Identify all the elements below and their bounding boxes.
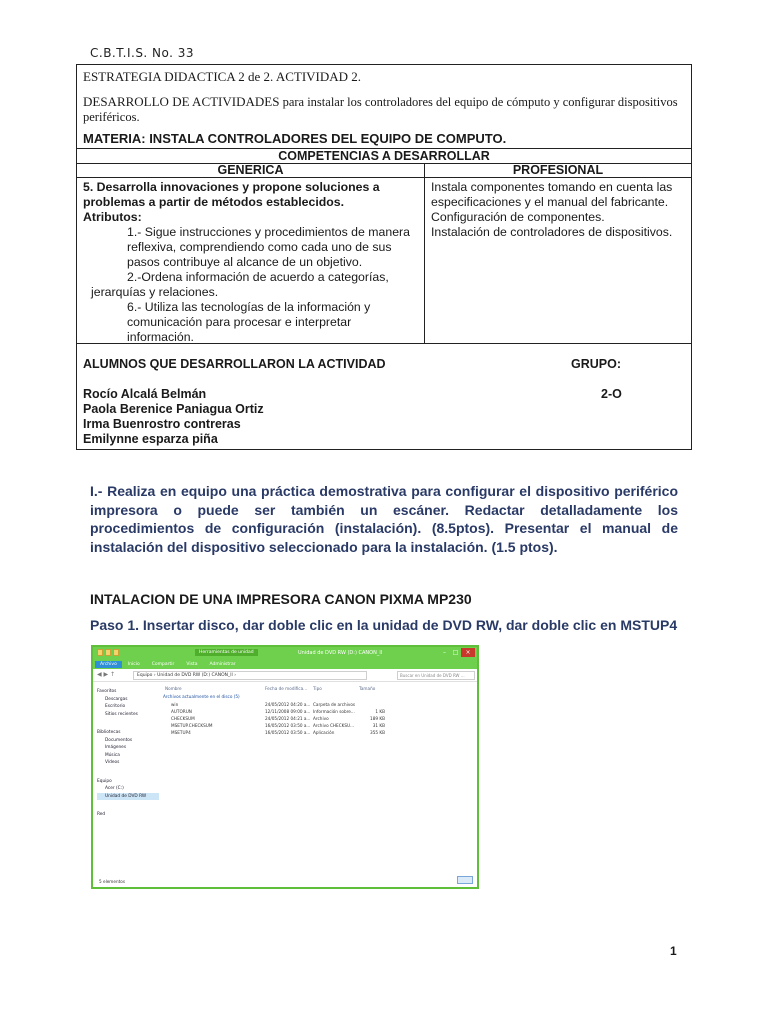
explorer-screenshot: [91, 645, 479, 889]
column-header: Fecha de modifica...: [265, 686, 308, 691]
file-type: Información sobre...: [313, 709, 355, 714]
status-bar: 5 elementos: [99, 879, 126, 884]
file-list-header: [163, 684, 473, 693]
column-header: Tipo: [313, 686, 322, 691]
nav-item: Escritorio: [105, 704, 126, 709]
file-name: MSETUP.CHECKSUM: [171, 723, 213, 728]
file-row: [163, 722, 473, 729]
explorer-body: [93, 682, 477, 878]
atributo-item: 2.-Ordena información de acuerdo a categorías, jerarquías y relaciones.: [91, 270, 389, 299]
profesional-item: Configuración de componentes.: [431, 210, 605, 224]
profesional-item: Instala componentes tomando en cuenta las especificaciones y el manual del fabricante.: [431, 180, 673, 209]
folder-icon: [97, 649, 103, 656]
file-date: 24/05/2012 04:20 a...: [265, 702, 311, 707]
development-rest: para instalar los controladores del equipo de cómputo y configurar dispositivos periféricos.: [83, 95, 678, 124]
column-header: Tamaño: [359, 686, 376, 691]
navigation-pane: [93, 682, 159, 872]
file-name: win: [171, 702, 179, 707]
school-header: C.B.T.I.S. No. 33: [90, 46, 195, 60]
nav-bibliotecas: Bibliotecas: [97, 730, 121, 735]
student-name: Emilynne esparza piña: [83, 432, 218, 446]
generica-title: 5. Desarrolla innovaciones y propone soluciones a problemas a partir de métodos establecidos.: [83, 180, 380, 209]
nav-arrows-icon: ◀ ▶ ↑: [97, 671, 116, 678]
ribbon-tabs: [93, 659, 477, 669]
profesional-header: PROFESIONAL: [425, 164, 691, 178]
file-size: 31 KB: [372, 723, 385, 728]
minimize-icon: –: [443, 649, 446, 656]
file-date: 12/11/2008 09:00 a...: [265, 709, 311, 714]
column-header: Nombre: [165, 686, 182, 691]
new-folder-icon: [113, 649, 119, 656]
atributo-item: 6.- Utiliza las tecnologías de la información y comunicación para procesar e interpretar información.: [127, 300, 371, 344]
nav-item: Descargas: [105, 696, 128, 702]
profesional-item: Instalación de controladores de dispositivos.: [431, 225, 673, 239]
students-list: [83, 387, 264, 447]
view-toggle-icon: [457, 876, 473, 884]
nav-equipo: Equipo: [97, 778, 112, 784]
address-bar: Equipo › Unidad de DVD RW (D:) CANON_ll ›: [133, 671, 367, 680]
close-icon: ×: [461, 648, 475, 657]
file-name: AUTORUN: [171, 709, 192, 714]
file-date: 16/05/2012 03:50 a...: [265, 730, 311, 735]
nav-red: Red: [97, 812, 106, 817]
window-controls: [439, 648, 475, 657]
ribbon-tab-inicio: Inicio: [127, 661, 140, 667]
nav-item: Imágenes: [105, 745, 127, 750]
materia-title: MATERIA: INSTALA CONTROLADORES DEL EQUIPO DE COMPUTO.: [83, 131, 507, 146]
grupo-value: 2-O: [601, 387, 622, 401]
grupo-label: GRUPO:: [571, 357, 621, 371]
strategy-title: ESTRATEGIA DIDACTICA 2 de 2. ACTIVIDAD 2.: [83, 69, 362, 84]
strategy-row: [77, 65, 691, 149]
maximize-icon: □: [452, 649, 459, 656]
development-text: [83, 94, 685, 125]
quick-access-toolbar: [97, 649, 119, 656]
search-box: Buscar en Unidad de DVD RW ...: [397, 671, 475, 680]
file-row: [163, 729, 473, 736]
generica-header: GENERICA: [77, 164, 425, 178]
page-number: 1: [670, 944, 677, 958]
file-type: Carpeta de archivos: [313, 702, 356, 707]
file-type: Archivo CHECKSU...: [313, 723, 355, 728]
file-group-header: Archivos actualmente en el disco (5): [163, 694, 240, 699]
atributo-item: 1.- Sigue instrucciones y procedimientos de manera reflexiva, comprendiendo como cada uno de sus pasos contribuye al alcance de un objetivo.: [127, 225, 410, 269]
activity-table: [76, 64, 692, 450]
student-name: Irma Buenrostro contreras: [83, 417, 241, 431]
file-date: 24/05/2012 04:21 a...: [265, 716, 311, 721]
nav-item: Vídeos: [105, 760, 120, 765]
file-type: Archivo: [313, 716, 329, 721]
nav-item: Música: [105, 752, 120, 758]
ribbon-tab-administrar: Administrar: [209, 661, 236, 667]
drive-tools-tab: Herramientas de unidad: [195, 649, 258, 656]
ribbon-tab-vista: Vista: [186, 661, 198, 667]
address-bar-row: [93, 669, 477, 682]
nav-item: Documentos: [105, 737, 133, 743]
ribbon-tab-archivo: Archivo: [95, 661, 122, 668]
file-size: [359, 701, 385, 708]
file-size: 355 KB: [370, 730, 385, 735]
file-row: [163, 715, 473, 722]
file-size: 189 KB: [370, 716, 385, 721]
student-name: Paola Berenice Paniagua Ortiz: [83, 402, 264, 416]
section-title: INTALACION DE UNA IMPRESORA CANON PIXMA MP230: [90, 591, 472, 607]
file-name: MSETUP4: [171, 730, 191, 735]
alumnos-label: ALUMNOS QUE DESARROLLARON LA ACTIVIDAD: [83, 357, 386, 371]
file-list: [163, 684, 473, 736]
properties-icon: [105, 649, 111, 656]
nav-item: Sitios recientes: [105, 711, 138, 717]
competencias-header: COMPETENCIAS A DESARROLLAR: [77, 149, 691, 164]
ribbon-tab-compartir: Compartir: [151, 661, 175, 667]
step-1-text: Paso 1. Insertar disco, dar doble clic en la unidad de DVD RW, dar doble clic en MSTUP4: [90, 617, 678, 633]
nav-favoritos: Favoritos: [97, 689, 117, 694]
atributos-label: Atributos:: [83, 210, 142, 224]
generica-cell: [77, 178, 425, 344]
nav-item: Acer (C:): [105, 786, 124, 791]
file-size: 1 KB: [375, 709, 385, 714]
file-type: Aplicación: [313, 730, 335, 735]
nav-item-selected: Unidad de DVD RW: [97, 793, 159, 801]
file-date: 16/05/2012 03:50 a...: [265, 723, 311, 728]
development-lead: DESARROLLO DE ACTIVIDADES: [83, 94, 280, 109]
student-name: Rocío Alcalá Belmán: [83, 387, 207, 401]
profesional-cell: [425, 178, 691, 344]
file-name: CHECKSUM: [171, 716, 195, 721]
file-row: [163, 708, 473, 715]
window-titlebar: [93, 647, 477, 659]
file-row: [163, 701, 473, 708]
window-title: Unidad de DVD RW (D:) CANON_ll: [298, 650, 383, 656]
instructions-text: I.- Realiza en equipo una práctica demostrativa para configurar el dispositivo periférico impresora o puede ser también un escáner. Redactar detalladamente los procedimientos de configuración (instalación). (8.5ptos). Presentar el manual de instalación del dispositivo seleccionado para la instalación. (1.5 ptos).: [90, 483, 678, 555]
